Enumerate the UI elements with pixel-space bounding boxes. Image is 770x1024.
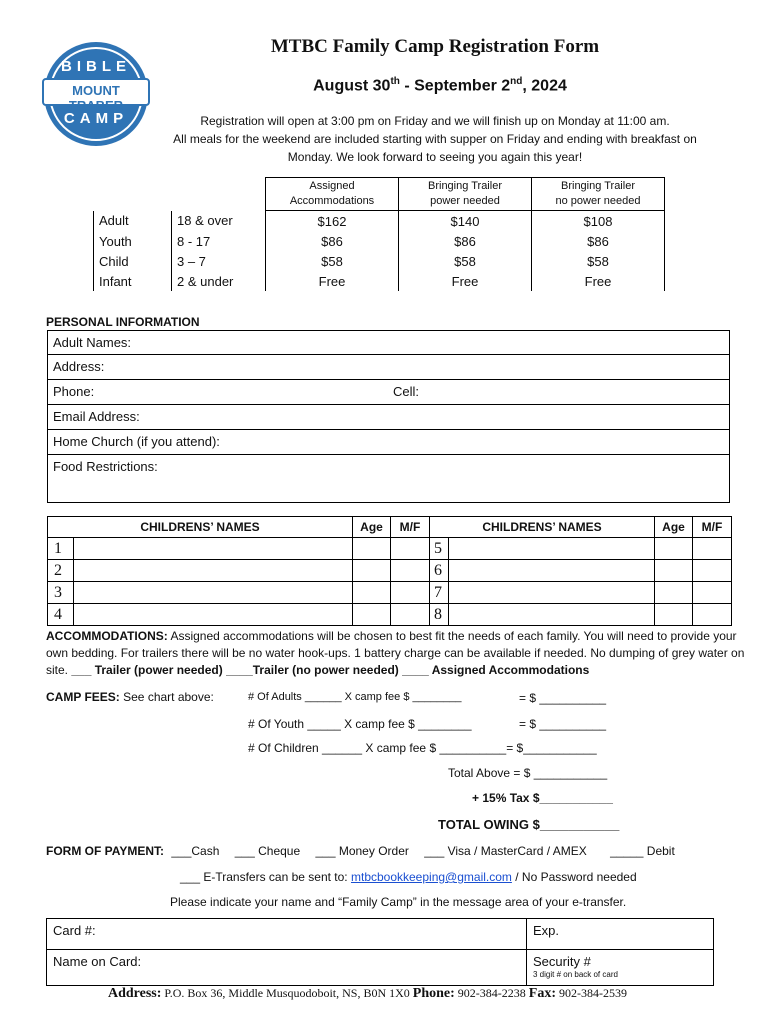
food-restrictions-field[interactable]: Food Restrictions: — [47, 455, 730, 503]
camp-fees-label: CAMP FEES: See chart above: — [46, 690, 214, 704]
footer-contact: Address: P.O. Box 36, Middle Musquodoboit, NS, B0N 1X0 Phone: 902-384-2238 Fax: 902-384-2539 — [108, 986, 628, 1001]
payment-card[interactable]: ___ Visa / MasterCard / AMEX — [424, 844, 587, 858]
child-row[interactable]: 1 5 — [48, 538, 732, 560]
child-row[interactable]: 2 6 — [48, 560, 732, 582]
accommodation-options[interactable]: ___ Trailer (power needed) ____Trailer (no power needed) ____ Assigned Accommodations — [71, 663, 590, 677]
home-church-field[interactable]: Home Church (if you attend): — [47, 430, 730, 455]
logo-text-bottom: CAMP — [63, 110, 129, 127]
youth-fee-line[interactable]: # Of Youth _____ X camp fee $ ________ — [248, 717, 472, 731]
personal-info-heading: PERSONAL INFORMATION — [46, 315, 200, 329]
rates-table — [93, 177, 665, 291]
rate-row-youth: Youth 8 - 17 $86 $86 $86 — [94, 231, 665, 251]
mf-header-left: M/F — [391, 517, 430, 538]
adult-names-field[interactable]: Adult Names: — [47, 330, 730, 355]
security-field[interactable]: Security # 3 digit # on back of card — [533, 954, 618, 979]
header-assigned: Assigned Accommodations — [266, 178, 399, 211]
rate-row-adult: Adult 18 & over $162 $140 $108 — [94, 211, 665, 232]
total-owing[interactable]: TOTAL OWING $___________ — [438, 817, 620, 832]
card-details-box — [46, 918, 714, 986]
logo-text-middle: MOUNT TRABER — [68, 83, 124, 113]
total-above[interactable]: Total Above = $ ___________ — [448, 766, 608, 780]
rate-row-infant: Infant 2 & under Free Free Free — [94, 271, 665, 291]
address-field[interactable]: Address: — [47, 355, 730, 380]
adults-fee-line[interactable]: # Of Adults ______ X camp fee $ ________ — [248, 691, 462, 703]
etransfer-line: ___ E-Transfers can be sent to: mtbcbookkeeping@gmail.com / No Password needed — [180, 870, 637, 884]
children-fee-line[interactable]: # Of Children ______ X camp fee $ __________= $___________ — [248, 741, 597, 755]
payment-debit[interactable]: _____ Debit — [610, 844, 675, 858]
mf-header-right: M/F — [693, 517, 732, 538]
children-table — [47, 516, 732, 626]
cell-field[interactable]: Cell: — [393, 384, 420, 399]
email-field[interactable]: Email Address: — [47, 405, 730, 430]
payment-cash[interactable]: ___Cash — [171, 844, 220, 858]
form-title: MTBC Family Camp Registration Form — [270, 36, 600, 57]
payment-money-order[interactable]: ___ Money Order — [315, 844, 409, 858]
header-trailer-no-power: Bringing Trailer no power needed — [532, 178, 665, 211]
adults-fee-total[interactable]: = $ __________ — [519, 691, 607, 705]
children-names-header-left: CHILDRENS’ NAMES — [48, 517, 353, 538]
name-on-card-field[interactable]: Name on Card: — [47, 950, 527, 985]
camp-logo — [44, 42, 148, 146]
card-number-field[interactable]: Card #: — [47, 919, 527, 949]
accommodations-section: ACCOMMODATIONS: Assigned accommodations will be chosen to best fit the needs of each family. You will need to provide your own bedding. For trailers there will be no water hook-ups. 1 battery charge can be available if needed. No dumping of grey water on site. ___ Trailer (power needed) ____Trailer (no power needed) ____ Assigned Accommodations — [46, 629, 745, 677]
child-row[interactable]: 4 8 — [48, 604, 732, 626]
intro-text: Registration will open at 3:00 pm on Friday and we will finish up on Monday at 11:00 am. All meals for the weekend are included starting with supper on Friday and ending with breakfast on Monday. We look forward to seeing you again this year! — [173, 114, 697, 164]
child-row[interactable]: 3 7 — [48, 582, 732, 604]
payment-section: FORM OF PAYMENT: ___Cash ___ Cheque ___ Money Order ___ Visa / MasterCard / AMEX _____ Debit — [46, 844, 675, 858]
camp-dates: August 30th - September 2nd, 2024 — [313, 76, 567, 95]
etransfer-email-link[interactable]: mtbcbookkeeping@gmail.com — [350, 870, 512, 884]
card-exp-field[interactable]: Exp. — [533, 923, 560, 938]
rate-row-child: Child 3 – 7 $58 $58 $58 — [94, 251, 665, 271]
logo-text-top: BIBLE — [61, 58, 131, 75]
children-names-header-right: CHILDRENS’ NAMES — [430, 517, 655, 538]
age-header-left: Age — [353, 517, 391, 538]
tax-line[interactable]: + 15% Tax $___________ — [472, 791, 613, 805]
personal-info-box — [47, 330, 730, 503]
youth-fee-total[interactable]: = $ __________ — [519, 717, 607, 731]
phone-field[interactable]: Phone: Cell: — [47, 380, 730, 405]
header-trailer-power: Bringing Trailer power needed — [399, 178, 532, 211]
etransfer-note: Please indicate your name and “Family Camp” in the message area of your e-transfer. — [170, 895, 627, 909]
age-header-right: Age — [655, 517, 693, 538]
payment-cheque[interactable]: ___ Cheque — [234, 844, 301, 858]
